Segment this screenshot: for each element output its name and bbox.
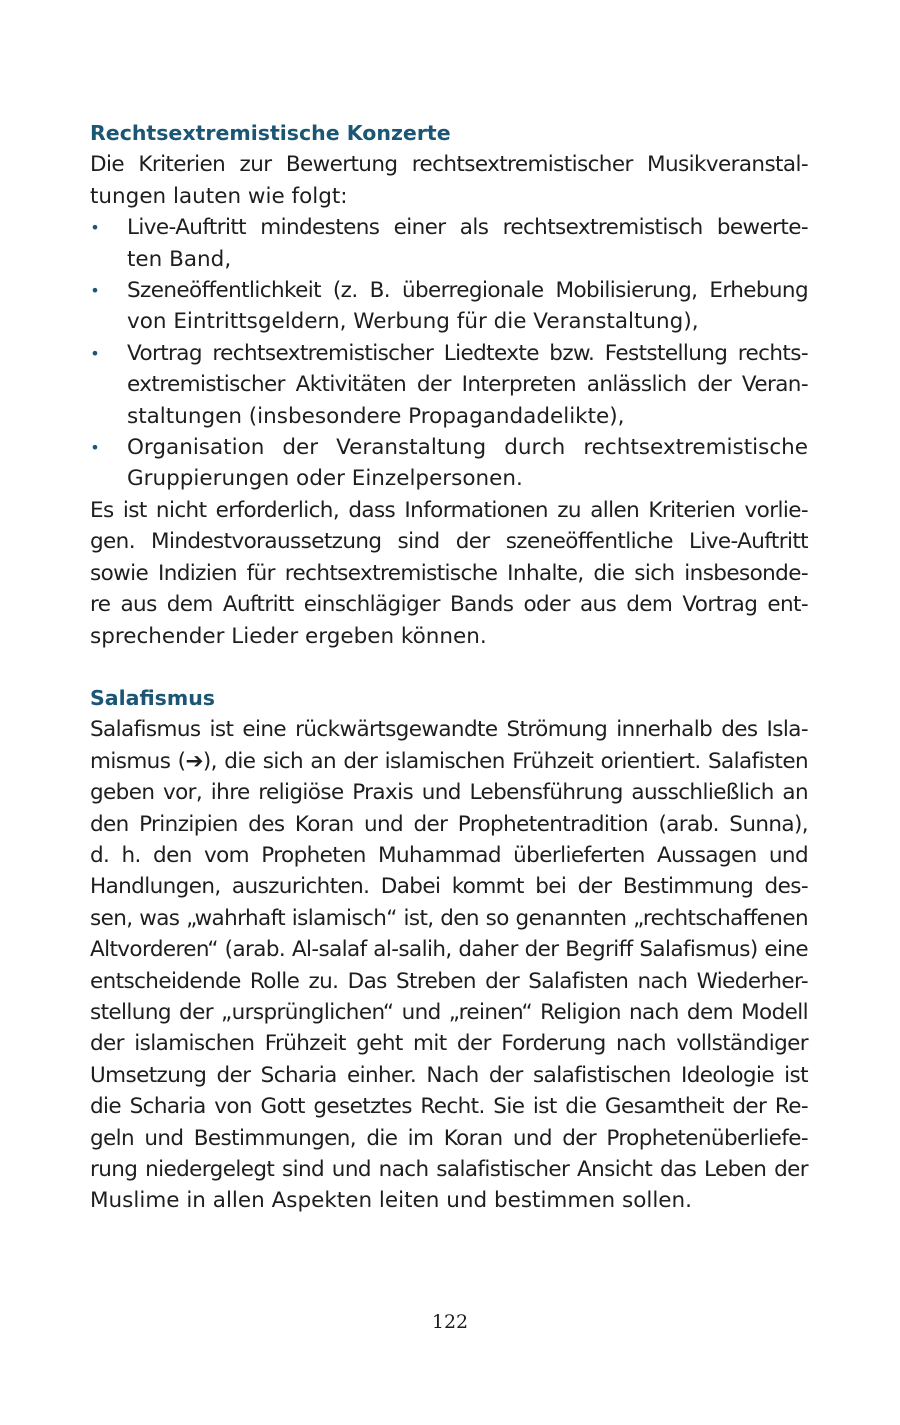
- section-heading-konzerte: Rechtsextremistische Konzerte: [90, 121, 451, 145]
- text-line: stellung der „ursprünglichen“ und „reinen“ Religion nach dem Modell: [90, 999, 808, 1025]
- text-line: Szeneöffentlichkeit (z. B. überregionale Mobilisierung, Erhebung: [127, 278, 808, 304]
- text-line: Umsetzung der Scharia einher. Nach der salafistischen Ideologie ist: [90, 1062, 808, 1088]
- text-line: Handlungen, auszurichten. Dabei kommt bei der Bestimmung des-: [90, 874, 808, 900]
- text-line: Gruppierungen oder Einzelpersonen.: [127, 466, 523, 492]
- page-number: 122: [431, 1311, 469, 1333]
- text-line: ten Band,: [127, 246, 232, 272]
- text-line: den Prinzipien des Koran und der Prophetentradition (arab. Sunna),: [90, 811, 808, 837]
- text-line: der islamischen Frühzeit geht mit der Forderung nach vollständiger: [90, 1031, 808, 1057]
- text-line: Vortrag rechtsextremistischer Liedtexte bzw. Feststellung rechts-: [127, 340, 808, 366]
- salafismus-paragraph: [90, 714, 808, 1217]
- text-line: staltungen (insbesondere Propagandadelikte),: [127, 403, 625, 429]
- text-line: sen, was „wahrhaft islamisch“ ist, den so genannten „rechtschaffenen: [90, 905, 808, 931]
- intro-paragraph: [90, 149, 808, 212]
- text-line: sprechender Lieder ergeben können.: [90, 623, 487, 649]
- text-line: rung niedergelegt sind und nach salafistischer Ansicht das Leben der: [90, 1157, 808, 1182]
- text-line: Organisation der Veranstaltung durch rechtsextremistische: [127, 435, 808, 461]
- text-line: sowie Indizien für rechtsextremistische Inhalte, die sich insbesonde-: [90, 560, 808, 586]
- list-item: [90, 338, 808, 432]
- text-line: Salafismus ist eine rückwärtsgewandte Strömung innerhalb des Isla-: [90, 717, 808, 743]
- text-line: geln und Bestimmungen, die im Koran und der Prophetenüberliefe-: [90, 1125, 808, 1151]
- text-line: Die Kriterien zur Bewertung rechtsextremistischer Musikveranstal-: [90, 152, 808, 178]
- bullet-icon: •: [90, 438, 100, 458]
- bullet-icon: •: [90, 343, 100, 363]
- text-line: gen. Mindestvoraussetzung sind der szeneöffentliche Live-Auftritt: [90, 529, 808, 555]
- closing-paragraph: [90, 495, 808, 652]
- page-content: [90, 118, 808, 1217]
- text-line: entscheidende Rolle zu. Das Streben der Salafisten nach Wiederher-: [90, 968, 808, 994]
- text-line: d. h. den vom Propheten Muhammad überlieferten Aussagen und: [90, 842, 808, 868]
- list-item: [90, 212, 808, 275]
- text-line: geben vor, ihre religiöse Praxis und Lebensführung ausschließlich an: [90, 780, 808, 806]
- text-line: extremistischer Aktivitäten der Interpreten anlässlich der Veran-: [127, 372, 808, 398]
- list-item: [90, 275, 808, 338]
- section-heading-salafismus: Salafismus: [90, 685, 216, 710]
- bullet-icon: •: [90, 218, 100, 238]
- text-line: die Scharia von Gott gesetztes Recht. Sie ist die Gesamtheit der Re-: [90, 1094, 808, 1120]
- text-line: tungen lauten wie folgt:: [90, 183, 348, 209]
- text-line: Muslime in allen Aspekten leiten und bestimmen sollen.: [90, 1188, 692, 1214]
- text-line: Live-Auftritt mindestens einer als rechtsextremistisch bewerte-: [127, 215, 808, 241]
- bullet-icon: •: [90, 281, 100, 301]
- text-line: von Eintrittsgeldern, Werbung für die Veranstaltung),: [127, 309, 699, 335]
- section-spacer: [90, 652, 808, 683]
- text-line: Altvorderen“ (arab. Al-salaf al-salih, daher der Begriff Salafismus) eine: [90, 937, 808, 963]
- criteria-list: [90, 212, 808, 495]
- text-line: re aus dem Auftritt einschlägiger Bands oder aus dem Vortrag ent-: [90, 592, 808, 618]
- text-line: Es ist nicht erforderlich, dass Informationen zu allen Kriterien vorlie-: [90, 497, 808, 523]
- text-line: mismus (➔), die sich an der islamischen Frühzeit orientiert. Salafisten: [90, 748, 808, 774]
- list-item: [90, 432, 808, 495]
